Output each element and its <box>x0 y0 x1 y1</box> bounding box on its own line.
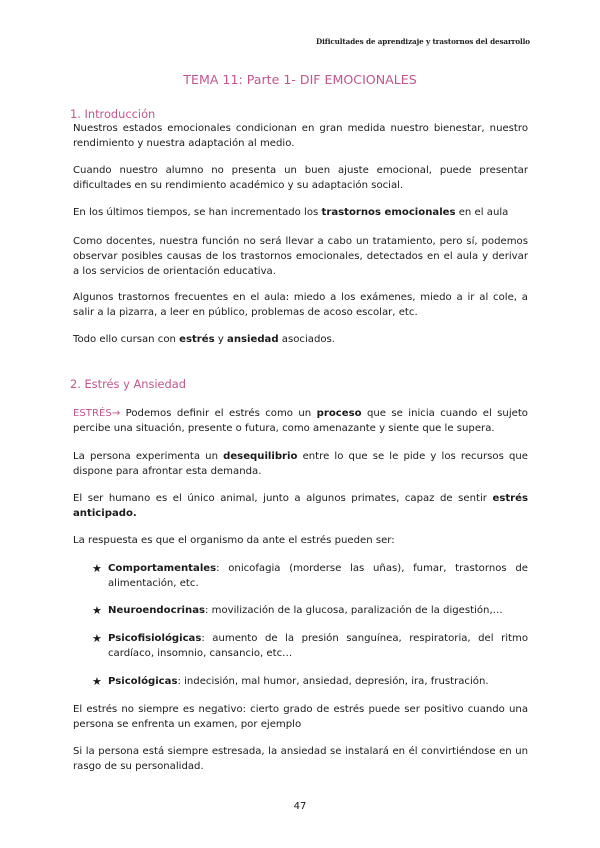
star-bullet-icon: ★ <box>92 632 102 645</box>
list-item: ★ Comportamentales: onicofagia (morderse las uñas), fumar, trastornos de alimentación, etc. <box>92 562 528 589</box>
list-item: ★ Psicofisiológicas: aumento de la presión sanguínea, respiratoria, del ritmo cardíaco, insomnio, cansancio, etc… <box>92 632 528 659</box>
paragraph: ESTRÉS→ Podemos definir el estrés como un proceso que se inicia cuando el sujeto percibe una situación, presente o futura, como amenazante y siente que le supera. <box>73 408 528 434</box>
paragraph: Como docentes, nuestra función no será llevar a cabo un tratamiento, pero sí, podemos observar posibles causas de los trastornos emocionales, detectados en el aula y derivar a los servicios de orientación educativa. <box>73 236 528 277</box>
star-bullet-icon: ★ <box>92 675 102 688</box>
paragraph: Cuando nuestro alumno no presenta un buen ajuste emocional, puede presentar dificultades en su rendimiento académico y su adaptación social. <box>73 165 528 191</box>
star-bullet-icon: ★ <box>92 562 102 575</box>
list-item: ★ Psicológicas: indecisión, mal humor, ansiedad, depresión, ira, frustración. <box>92 675 489 688</box>
section-heading-introduccion: 1. Introducción <box>70 107 156 121</box>
star-bullet-icon: ★ <box>92 604 102 617</box>
paragraph: Si la persona está siempre estresada, la ansiedad se instalará en él convirtiéndose en un rasgo de su personalidad. <box>73 746 528 772</box>
section-heading-estres-ansiedad: 2. Estrés y Ansiedad <box>70 377 187 391</box>
paragraph: Nuestros estados emocionales condicionan en gran medida nuestro bienestar, nuestro rendimiento y nuestra adaptación al medio. <box>73 123 528 149</box>
paragraph: La respuesta es que el organismo da ante el estrés pueden ser: <box>73 535 395 546</box>
paragraph: El estrés no siempre es negativo: cierto grado de estrés puede ser positivo cuando una persona se enfrenta un examen, por ejemplo <box>73 704 528 730</box>
paragraph: Todo ello cursan con estrés y ansiedad asociados. <box>73 334 336 345</box>
page-number: 47 <box>293 801 307 812</box>
paragraph: El ser humano es el único animal, junto a algunos primates, capaz de sentir estrés anticipado. <box>73 493 528 519</box>
paragraph: En los últimos tiempos, se han incrementado los trastornos emocionales en el aula <box>73 207 509 218</box>
running-header: Dificultades de aprendizaje y trastornos del desarrollo <box>316 37 530 46</box>
page-title: TEMA 11: Parte 1- DIF EMOCIONALES <box>183 72 417 87</box>
list-item: ★ Neuroendocrinas: movilización de la glucosa, paralización de la digestión,… <box>92 604 503 617</box>
estres-label: ESTRÉS→ <box>73 408 121 419</box>
paragraph: La persona experimenta un desequilibrio entre lo que se le pide y los recursos que dispone para afrontar esta demanda. <box>73 451 528 477</box>
paragraph: Algunos trastornos frecuentes en el aula: miedo a los exámenes, miedo a ir al cole, a salir a la pizarra, a leer en público, problemas de acoso escolar, etc. <box>73 292 528 318</box>
